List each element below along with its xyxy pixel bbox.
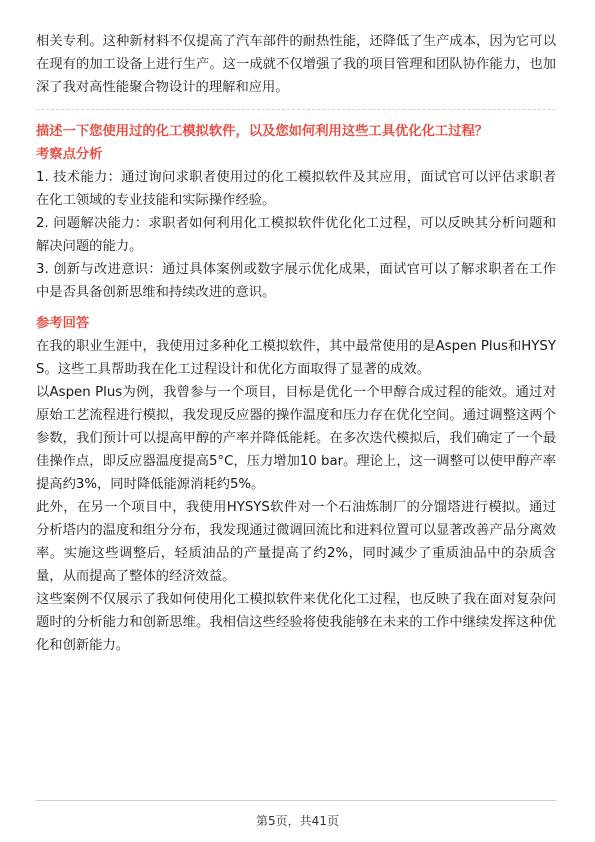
footer-divider bbox=[36, 800, 556, 801]
analysis-item-2: 2. 问题解决能力：求职者如何利用化工模拟软件优化化工过程，可以反映其分析问题和解决问题的能力。 bbox=[36, 216, 556, 254]
answer-title: 参考回答 bbox=[36, 316, 90, 331]
answer-paragraph-3: 此外，在另一个项目中，我使用HYSYS软件对一个石油炼制厂的分馏塔进行模拟。通过分析塔内的温度和组分分布，我发现通过微调回流比和进料位置可以显著改善产品分离效率。实施这些调整后，轻质油品的产量提高了约2%，同时减少了重质油品中的杂质含量，从而提高了整体的经济效益。 bbox=[36, 500, 556, 584]
document-page bbox=[36, 30, 556, 657]
page-number: 第5页，共41页 bbox=[256, 814, 339, 828]
question-heading: 描述一下您使用过的化工模拟软件，以及您如何利用这些工具优化化工过程？ bbox=[36, 124, 489, 139]
spacer bbox=[36, 304, 556, 312]
section-divider bbox=[36, 109, 556, 110]
intro-paragraph: 相关专利。这种新材料不仅提高了汽车部件的耐热性能，还降低了生产成本，因为它可以在现有的加工设备上进行生产。这一成就不仅增强了我的项目管理和团队协作能力，也加深了我对高性能聚合物设计的理解和应用。 bbox=[36, 34, 556, 95]
analysis-title: 考察点分析 bbox=[36, 147, 103, 162]
answer-paragraph-2: 以Aspen Plus为例，我曾参与一个项目，目标是优化一个甲醇合成过程的能效。通过对原始工艺流程进行模拟，我发现反应器的操作温度和压力存在优化空间。通过调整这两个参数，我们预计可以提高甲醇的产率并降低能耗。在多次迭代模拟后，我们确定了一个最佳操作点，即反应器温度提高5°C，压力增加10 bar。理论上，这一调整可以使甲醇产率提高约3%，同时降低能源消耗约5%。 bbox=[36, 385, 556, 492]
answer-paragraph-4: 这些案例不仅展示了我如何使用化工模拟软件来优化化工过程，也反映了我在面对复杂问题时的分析能力和创新思维。我相信这些经验将使我能够在未来的工作中继续发挥这种优化和创新能力。 bbox=[36, 592, 556, 653]
analysis-item-1: 1. 技术能力：通过询问求职者使用过的化工模拟软件及其应用，面试官可以评估求职者在化工领域的专业技能和实际操作经验。 bbox=[36, 170, 556, 208]
analysis-item-3: 3. 创新与改进意识：通过具体案例或数字展示优化成果，面试官可以了解求职者在工作中是否具备创新思维和持续改进的意识。 bbox=[36, 262, 556, 300]
answer-paragraph-1: 在我的职业生涯中，我使用过多种化工模拟软件，其中最常使用的是Aspen Plus和HYSYS。这些工具帮助我在化工过程设计和优化方面取得了显著的成效。 bbox=[36, 339, 556, 377]
